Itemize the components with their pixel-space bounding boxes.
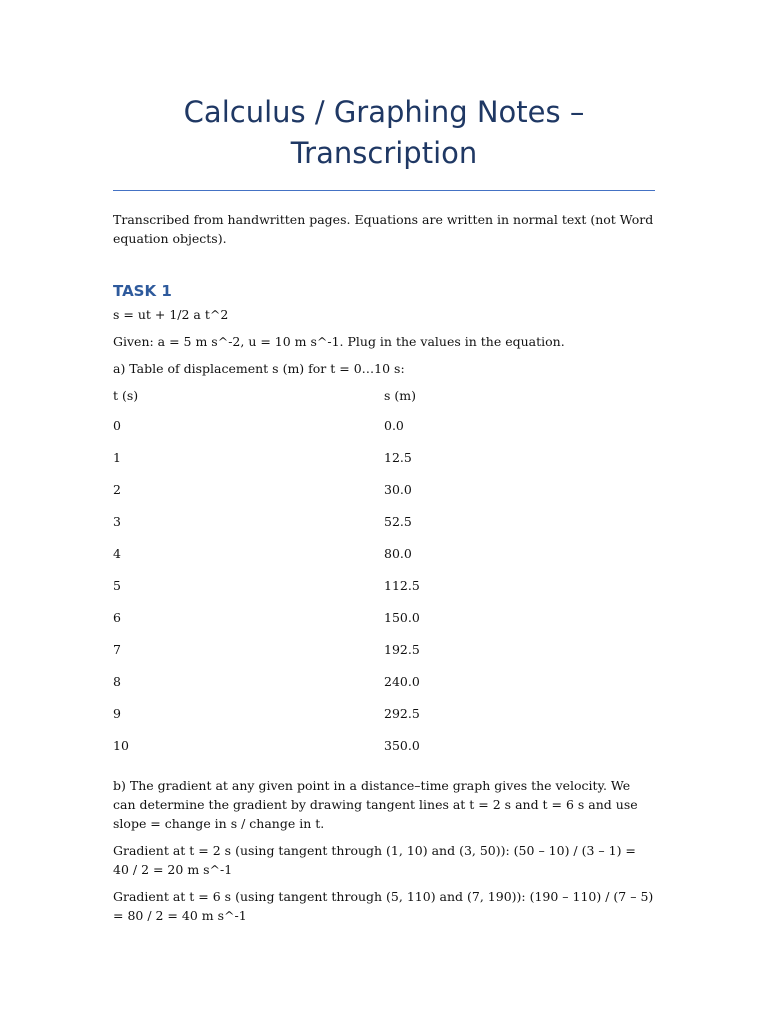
table-row: [113, 512, 655, 544]
table-cell-s: 30.0: [384, 482, 412, 497]
table-cell-t: 4: [113, 546, 121, 561]
table-cell-s: 80.0: [384, 546, 412, 561]
table-cell-s: 12.5: [384, 450, 412, 465]
table-cell-t: 7: [113, 642, 121, 657]
part-b-paragraph: b) The gradient at any given point in a distance–time graph gives the velocity. We can determine the gradient by drawing tangent lines at t = 2 s and t = 6 s and use slope = change in s / change in t.: [113, 778, 638, 831]
table-cell-s: 350.0: [384, 738, 420, 753]
table-caption: a) Table of displacement s (m) for t = 0…10 s:: [113, 361, 405, 376]
table-row: [113, 736, 655, 768]
table-header-row: [113, 386, 655, 416]
table-cell-t: 1: [113, 450, 121, 465]
table-cell-t: 0: [113, 418, 121, 433]
table-row: [113, 704, 655, 736]
table-cell-t: 2: [113, 482, 121, 497]
table-row: [113, 640, 655, 672]
gradient-t6-paragraph: Gradient at t = 6 s (using tangent through (5, 110) and (7, 190)): (190 – 110) / (7 – 5) = 80 / 2 = 40 m s^-1: [113, 889, 654, 923]
document-title: Calculus / Graphing Notes – Transcription: [183, 95, 585, 170]
table-cell-t: 6: [113, 610, 121, 625]
intro-paragraph: Transcribed from handwritten pages. Equations are written in normal text (not Word equation objects).: [113, 212, 654, 246]
title-divider: [113, 190, 655, 191]
table-cell-s: 112.5: [384, 578, 420, 593]
table-cell-s: 292.5: [384, 706, 420, 721]
table-cell-t: 10: [113, 738, 129, 753]
table-row: [113, 576, 655, 608]
task-heading: TASK 1: [113, 282, 172, 300]
table-row: [113, 608, 655, 640]
table-header-s: s (m): [384, 388, 416, 403]
table-cell-s: 150.0: [384, 610, 420, 625]
table-row: [113, 416, 655, 448]
table-cell-s: 0.0: [384, 418, 404, 433]
table-cell-t: 8: [113, 674, 121, 689]
table-row: [113, 544, 655, 576]
equation-line: s = ut + 1/2 a t^2: [113, 307, 229, 322]
table-cell-t: 5: [113, 578, 121, 593]
gradient-t2-paragraph: Gradient at t = 2 s (using tangent through (1, 10) and (3, 50)): (50 – 10) / (3 – 1) = 40 / 2 = 20 m s^-1: [113, 843, 636, 877]
table-row: [113, 672, 655, 704]
given-line: Given: a = 5 m s^-2, u = 10 m s^-1. Plug in the values in the equation.: [113, 334, 565, 349]
table-cell-s: 240.0: [384, 674, 420, 689]
document-page: [113, 92, 655, 925]
table-cell-t: 3: [113, 514, 121, 529]
table-header-t: t (s): [113, 388, 139, 403]
table-row: [113, 480, 655, 512]
displacement-table: [113, 386, 655, 768]
table-cell-t: 9: [113, 706, 121, 721]
table-cell-s: 52.5: [384, 514, 412, 529]
table-cell-s: 192.5: [384, 642, 420, 657]
table-row: [113, 448, 655, 480]
table-body: [113, 416, 655, 768]
